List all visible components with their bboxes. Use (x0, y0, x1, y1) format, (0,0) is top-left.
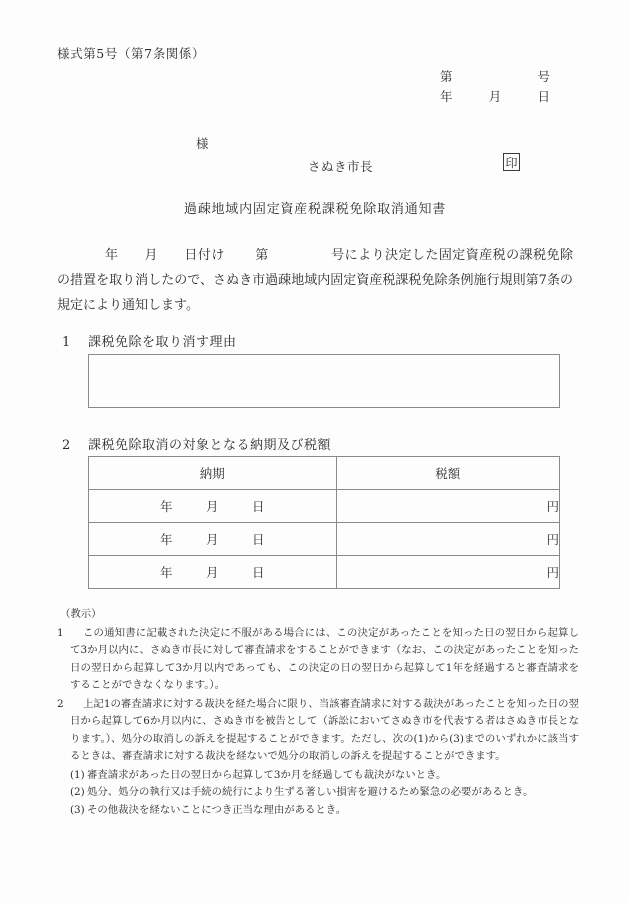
instruction-sub-number: (3) (70, 803, 85, 816)
amount-unit: 円 (546, 532, 559, 547)
date-day-label: 日 (537, 89, 550, 104)
body-month-label: 月 (144, 248, 158, 263)
table-row (89, 523, 560, 556)
document-date-row (440, 87, 550, 107)
instructions-title: （教示） (60, 608, 102, 620)
instruction-sub-text: 審査請求があった日の翌日から起算して3か月を経過しても裁決がないとき。 (87, 768, 447, 781)
section-1-heading (62, 331, 237, 350)
table-body (89, 490, 560, 589)
amount-unit: 円 (546, 499, 559, 514)
table-row (89, 490, 560, 523)
period-year-label: 年 (160, 532, 173, 547)
date-month-label: 月 (488, 89, 502, 104)
amount-cell[interactable] (336, 556, 559, 589)
period-day-label: 日 (252, 532, 265, 547)
document-number-row (440, 67, 550, 87)
table-header-row (89, 457, 560, 490)
body-paragraph (57, 243, 573, 318)
instructions-section (57, 606, 579, 819)
section-2-heading (62, 434, 331, 453)
instruction-sub-number: (1) (70, 768, 85, 781)
page-title: 過疎地域内固定資産税課税免除取消通知書 (183, 202, 447, 217)
period-year-label: 年 (160, 565, 173, 580)
period-cell[interactable] (89, 556, 337, 589)
section-1-number: 1 (62, 335, 71, 350)
body-year-label: 年 (105, 248, 119, 263)
seal-stamp-box: 印 (503, 153, 520, 171)
instruction-text: この通知書に記載された決定に不服がある場合には、この決定があったことを知った日の翌日から起算して3か月以内に、さぬき市長に対して審査請求をすることができます（なお、この決定があったことを知った日の翌日から起算して3か月以内であっても、この決定の日の翌日から起算して1年を経過すると審査請求をすることができなくなります。）。 (70, 626, 579, 691)
issuer-name: さぬき市長 (308, 159, 374, 174)
tax-period-amount-table (88, 456, 560, 589)
reason-input-box[interactable] (88, 354, 560, 408)
column-header-period: 納期 (89, 457, 337, 490)
body-main-text: 号により決定した固定資産税の課税免除の措置を取り消したので、さぬき市過疎地域内固定資産税課税免除条例施行規則第7条の規定により通知します。 (57, 248, 573, 313)
body-day-label: 日付け (183, 248, 225, 263)
recipient-honorific: 様 (196, 136, 209, 151)
instruction-sub-number: (2) (70, 786, 85, 798)
document-number-label: 第 (440, 69, 453, 84)
date-year-label: 年 (440, 89, 453, 104)
period-cell[interactable] (89, 523, 337, 556)
section-2-number: 2 (62, 438, 71, 453)
instruction-number: 2 (57, 697, 64, 710)
amount-cell[interactable] (336, 523, 559, 556)
period-month-label: 月 (206, 499, 219, 514)
period-day-label: 日 (252, 499, 265, 514)
document-number-suffix: 号 (537, 69, 550, 84)
instruction-sub-item (57, 784, 579, 802)
instruction-sub-list (57, 767, 579, 820)
table-row (89, 556, 560, 589)
period-month-label: 月 (206, 565, 219, 580)
column-header-amount: 税額 (336, 457, 559, 490)
instruction-sub-item (57, 767, 579, 785)
instruction-text: 上記1の審査請求に対する裁決を経た場合に限り、当該審査請求に対する裁決があったことを知った日の翌日から起算して6か月以内に、さぬき市を被告として（訴訟においてさぬき市を代表する者はさぬき市長となります。）、処分の取消しの訴えを提起することができます。ただし、次の(1)から(3)までのいずれかに該当するときは、審査請求に対する裁決を経ないで処分の取消しの訴えを提起することができます。 (70, 697, 579, 762)
instruction-sub-text: 処分、処分の執行又は手続の続行により生ずる著しい損害を避けるため緊急の必要があるとき。 (87, 786, 534, 798)
section-2-label: 課税免除取消の対象となる納期及び税額 (88, 438, 332, 453)
form-number: 様式第5号（第7条関係） (57, 46, 206, 61)
instruction-number: 1 (57, 626, 64, 639)
instruction-item (57, 625, 579, 695)
body-number-label: 第 (254, 248, 269, 263)
period-cell[interactable] (89, 490, 337, 523)
section-1-label: 課税免除を取り消す理由 (88, 335, 237, 350)
amount-cell[interactable] (336, 490, 559, 523)
period-month-label: 月 (206, 532, 219, 547)
instruction-sub-text: その他裁決を経ないことにつき正当な理由があるとき。 (87, 803, 347, 816)
document-meta (440, 67, 550, 107)
period-year-label: 年 (160, 499, 173, 514)
instruction-sub-item (57, 802, 579, 820)
amount-unit: 円 (546, 565, 559, 580)
period-day-label: 日 (252, 565, 265, 580)
instruction-item (57, 696, 579, 766)
